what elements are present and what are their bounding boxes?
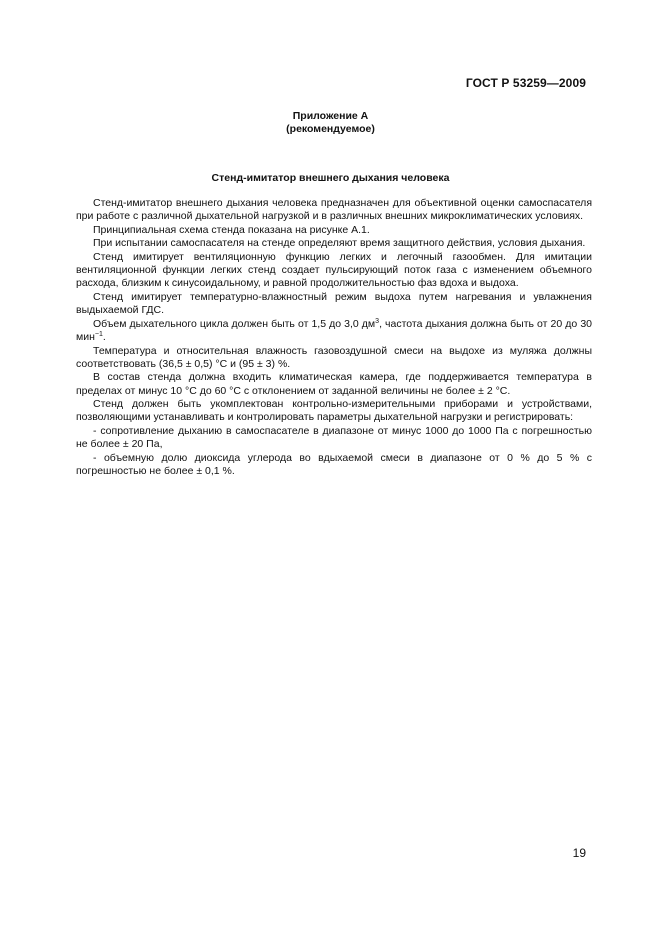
paragraph: Стенд должен быть укомплектован контрольно-измерительными приборами и устройствами, позволяющими устанавливать и контролировать параметры дыхательной нагрузки и регистрировать:: [76, 398, 592, 424]
superscript: −1: [94, 330, 103, 338]
paragraph: [76, 318, 592, 344]
paragraph-text: .: [102, 330, 106, 343]
paragraph: Температура и относительная влажность газовоздушной смеси на выдохе из муляжа должны соответствовать (36,5 ± 0,5) °С и (95 ± 3) %.: [76, 344, 592, 370]
page-number: 19: [572, 846, 586, 860]
section-title: Стенд-имитатор внешнего дыхания человека: [211, 172, 450, 184]
list-item: - объемную долю диоксида углерода во вдыхаемой смеси в диапазоне от 0 % до 5 % с погрешностью не более ± 0,1 %.: [76, 451, 592, 477]
paragraph: Стенд-имитатор внешнего дыхания человека предназначен для объективной оценки самоспасателя при работе с различной дыхательной нагрузкой и в различных внешних микроклиматических условиях.: [76, 197, 592, 223]
paragraph: Стенд имитирует температурно-влажностный режим выдоха путем нагревания и увлажнения выдыхаемой ГДС.: [76, 290, 592, 317]
paragraph: При испытании самоспасателя на стенде определяют время защитного действия, условия дыхания.: [93, 237, 586, 250]
standard-code: ГОСТ Р 53259—2009: [465, 76, 586, 90]
superscript: 3: [375, 317, 380, 325]
list-item: - сопротивление дыханию в самоспасателе в диапазоне от минус 1000 до 1000 Па с погрешностью не более ± 20 Па,: [76, 424, 592, 451]
paragraph: Стенд имитирует вентиляционную функцию легких и легочный газообмен. Для имитации вентиляционной функции легких стенд создает пульсирующий поток газа с изменением объемного расхода, близким к синусоидальному, и равной продолжительностью фаз вдоха и выдоха.: [76, 250, 592, 290]
paragraph-text: Объем дыхательного цикла должен быть от 1,5 до 3,0 дм: [93, 317, 376, 330]
appendix-subtitle: (рекомендуемое): [286, 123, 375, 135]
paragraph: Принципиальная схема стенда показана на рисунке А.1.: [93, 223, 370, 236]
appendix-heading: [0, 110, 661, 136]
paragraph-text: , частота дыхания должна быть от 20 до 30 мин: [76, 317, 592, 343]
body-text: [76, 197, 592, 479]
paragraph: В состав стенда должна входить климатическая камера, где поддерживается температура в пределах от минус 10 °С до 60 °С с отклонением от заданной величины не более ± 2 °С.: [76, 371, 592, 397]
appendix-title: Приложение А: [292, 110, 369, 122]
